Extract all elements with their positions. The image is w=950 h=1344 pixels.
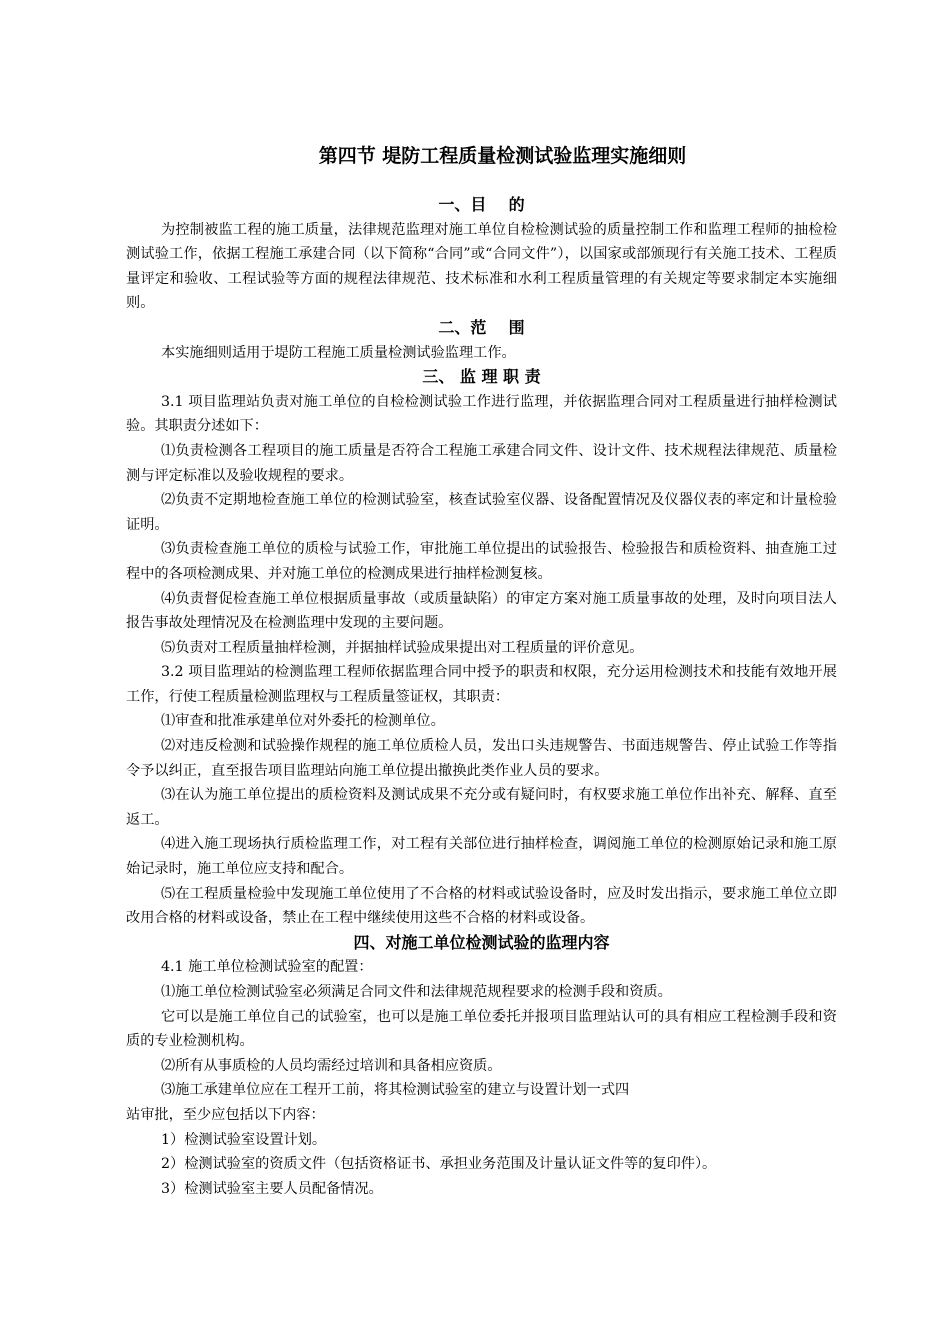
numbered-item: 1）检测试验室设置计划。 [161,1131,327,1148]
list-item: ⑵对违反检测和试验操作规程的施工单位质检人员，发出口头违规警告、书面违规警告、停止试验工作等指令予以纠正，直至报告项目监理站向施工单位提出撤换此类作业人员的要求。 [126,738,837,779]
section-heading-purpose: 一、目 的 [438,195,525,214]
numbered-item: 3）检测试验室主要人员配备情况。 [161,1180,383,1197]
section-heading-duties: 三、 监 理 职 责 [422,367,541,387]
paragraph: 3.1 项目监理站负责对施工单位的自检检测试验工作进行监理，并依据监理合同对工程质量进行抽样检测试验。其职责分述如下： [126,393,837,435]
paragraph: 3.2 项目监理站的检测监理工程师依据监理合同中授予的职责和权限，充分运用检测技术和技能有效地开展工作，行使工程质量检测监理权与工程质量签证权，其职责： [126,664,837,705]
list-item: ⑵负责不定期地检查施工单位的检测试验室，核查试验室仪器、设备配置情况及仪器仪表的率定和计量检验证明。 [126,492,837,533]
paragraph: 它可以是施工单位自己的试验室，也可以是施工单位委托并报项目监理站认可的具有相应工程检测手段和资质的专业检测机构。 [126,1008,837,1050]
list-item: ⑶施工承建单位应在工程开工前，将其检测试验室的建立与设置计划一式四 [161,1082,630,1099]
list-item: ⑷进入施工现场执行质检监理工作，对工程有关部位进行抽样检查，调阅施工单位的检测原始记录和施工原始记录时，施工单位应支持和配合。 [126,836,837,878]
paragraph: 4.1 施工单位检测试验室的配置： [161,959,373,976]
paragraph: 站审批，至少应包括以下内容： [126,1106,325,1123]
document-title: 第四节 堤防工程质量检测试验监理实施细则 [318,145,687,167]
numbered-item: 2）检测试验室的资质文件（包括资格证书、承担业务范围及计量认证文件等的复印件）。 [161,1156,717,1173]
paragraph: 本实施细则适用于堤防工程施工质量检测试验监理工作。 [161,344,516,361]
list-item: ⑴施工单位检测试验室必须满足合同文件和法律规范规程要求的检测手段和资质。 [161,984,672,1000]
section-heading-supervision: 四、对施工单位检测试验的监理内容 [353,932,610,952]
list-item: ⑶负责检查施工单位的质检与试验工作，审批施工单位提出的试验报告、检验报告和质检资料、抽查施工过程中的各项检测成果、并对施工单位的检测成果进行抽样检测复核。 [126,541,837,582]
section-heading-scope: 二、范 围 [438,317,525,337]
list-item: ⑵所有从事质检的人员均需经过培训和具备相应资质。 [161,1057,502,1074]
list-item: ⑸负责对工程质量抽样检测，并据抽样试验成果提出对工程质量的评价意见。 [161,639,644,656]
document-body [126,193,837,1201]
list-item: ⑷负责督促检查施工单位根据质量事故（或质量缺陷）的审定方案对施工质量事故的处理，及时向项目法人报告事故处理情况及在检测监理中发现的主要问题。 [126,590,837,632]
list-item: ⑸在工程质量检验中发现施工单位使用了不合格的材料或试验设备时，应及时发出指示，要求施工单位立即改用合格的材料或设备，禁止在工程中继续使用这些不合格的材料或设备。 [126,885,837,927]
list-item: ⑴审查和批准承建单位对外委托的检测单位。 [161,713,445,730]
list-item: ⑴负责检测各工程项目的施工质量是否符合工程施工承建合同文件、设计文件、技术规程法律规范、质量检测与评定标准以及验收规程的要求。 [126,442,837,484]
list-item: ⑶在认为施工单位提出的质检资料及测试成果不充分或有疑问时，有权要求施工单位作出补充、解释、直至返工。 [126,787,837,828]
paragraph: 为控制被监工程的施工质量，法律规范监理对施工单位自检检测试验的质量控制工作和监理工程师的抽检检测试验工作，依据工程施工承建合同（以下简称“合同”或“合同文件”），以国家或部颁现行有关施工技术、工程质量评定和验收、工程试验等方面的规程法律规范、技术标准和水利工程质量管理的有关规定等要求制定本实施细则。 [126,221,837,312]
